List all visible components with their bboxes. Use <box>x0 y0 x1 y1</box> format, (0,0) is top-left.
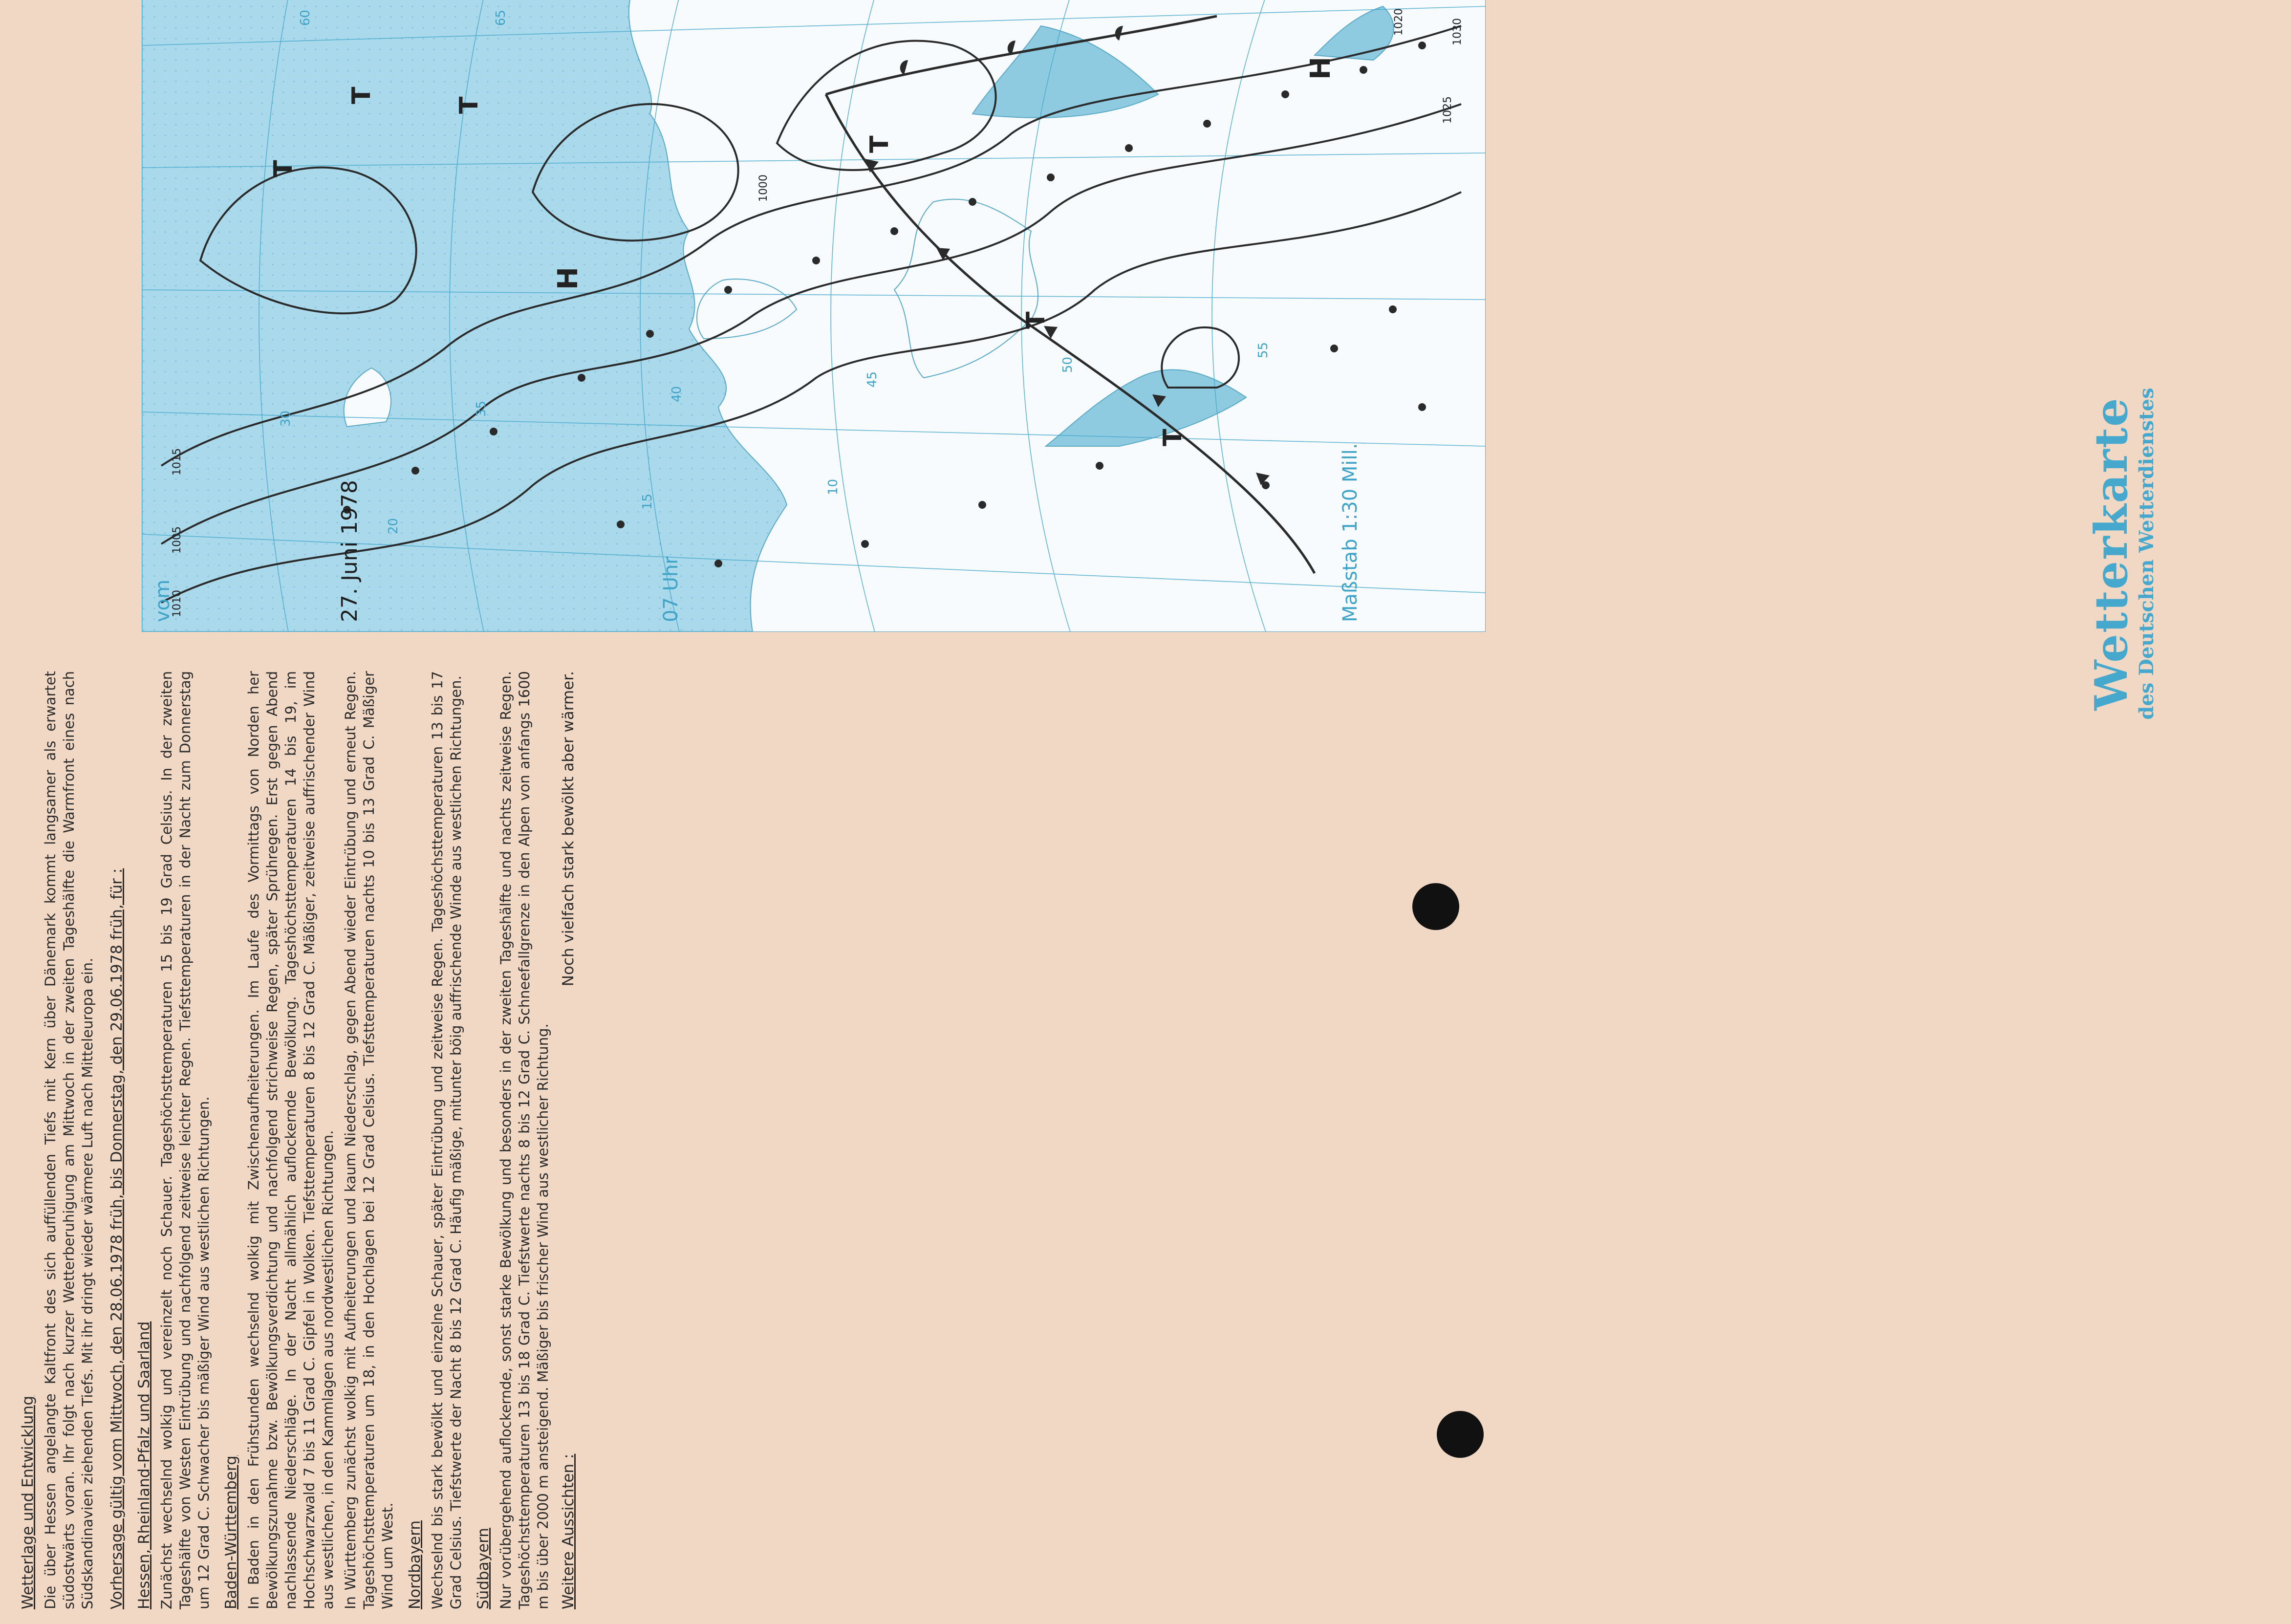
isobar-label: 1020 <box>1393 8 1405 36</box>
region-title-suedbayern: Südbayern <box>475 1528 492 1609</box>
map-time: 07 Uhr <box>660 556 682 622</box>
isobar-label: 1010 <box>171 590 183 617</box>
punch-hole <box>1412 883 1459 930</box>
map-subtitle: des Deutschen Wetterdienstes <box>2135 388 2158 720</box>
isobar-label: 1005 <box>171 526 183 554</box>
isobar-label: 1025 <box>1442 96 1454 124</box>
forecast-validity: Vorhersage gültig vom Mittwoch, den 28.06.1978 früh, bis Donnerstag, den 29.06.1978 früh, für : <box>108 868 126 1609</box>
region-body-nordbayern: Wechselnd bis stark bewölkt und einzelne Schauer, später Eintrübung und zeitweise Regen. Tageshöchsttemperaturen 13 bis 17 Grad Celsius. Tiefstwerte der Nacht 8 bis 12 Grad C. Häufig mäßige, mitunter böig auffrischende Winde aus westlichen Richtungen. <box>429 671 464 1609</box>
outlook-text: Noch vielfach stark bewölkt aber wärmer. <box>560 671 577 987</box>
region-body-hessen: Zunächst wechselnd wolkig und vereinzelt noch Schauer. Tageshöchsttemperaturen 15 bis 19 Grad Celsius. In der zweiten Tageshälfte von Westen Eintrübung und nachfolgend zeitweise leichter Regen. Tiefsttemperaturen in der Nacht zum Donnerstag um 12 Grad C. Schwacher bis mäßiger Wind aus westlichen Richtungen. <box>158 671 212 1609</box>
grid-label: 40 <box>670 386 684 402</box>
high-pressure-center: H <box>1305 57 1337 80</box>
isobar-label: 1030 <box>1451 18 1464 45</box>
outlook-label: Weitere Aussichten : <box>560 1453 577 1609</box>
low-pressure-center: T <box>1021 311 1051 329</box>
low-pressure-center: T <box>454 96 484 114</box>
region-body-baden: In Baden in den Frühstunden wechselnd wolkig mit Zwischenaufheiterungen. Im Laufe des Vormittags von Norden her Bewölkungszunahme bzw. Bewölkungsverdichtung und nachfolgend strichweise Regen, später Sprühregen. Erst gegen Abend nachlassende Niederschläge. In der Nacht allmählich auflockernde Bewölkung. Tageshöchsttemperaturen 14 bis 19, im Hochschwarzwald 7 bis 11 Grad C. Gipfel in Wolken. Tiefsttemperaturen 8 bis 12 Grad C. Mäßiger, zeitweise auffrischender Wind aus westlichen, in den Kammlagen aus nordwestlichen Richtungen. <box>245 671 336 1609</box>
map-date: 27. Juni 1978 <box>337 480 362 622</box>
punch-hole <box>1437 1411 1484 1458</box>
low-pressure-center: T <box>269 160 298 177</box>
map-scale: Maßstab 1:30 Mill. <box>1339 443 1362 622</box>
grid-label: 30 <box>279 410 293 427</box>
low-pressure-center: T <box>347 87 376 104</box>
grid-label: 15 <box>640 493 655 510</box>
grid-label: 55 <box>1256 342 1271 358</box>
low-pressure-center: T <box>1158 429 1188 446</box>
grid-label: 45 <box>865 371 880 388</box>
region-title-hessen: Hessen, Rheinland-Pfalz und Saarland <box>135 1321 153 1609</box>
weather-map <box>142 0 1486 632</box>
grid-label: 35 <box>474 400 489 417</box>
grid-label: 50 <box>1060 356 1075 373</box>
section-body: Die über Hessen angelangte Kaltfront des sich auffüllenden Tiefs mit Kern über Dänemark kommt langsamer als erwartet südostwärts voran. Ihr folgt nach kurzer Wetterberuhigung am Mittwoch in der zweiten Tageshälfte die Warmfront eines nach Südskandinavien ziehenden Tiefs. Mit ihr dringt wieder wärmere Luft nach Mitteleuropa ein. <box>42 671 96 1609</box>
outlook <box>559 671 578 1609</box>
forecast-text <box>10 671 578 1609</box>
region-body-suedbayern: Nur vorübergehend auflockernde, sonst starke Bewölkung und besonders in der zweiten Tageshälfte und nachts zeitweise Regen. Tageshöchsttemperaturen 13 bis 18 Grad C. Tiefstwerte nachts 8 bis 12 Grad C. Schneefallgrenze in den Alpen von anfangs 1600 m bis über 2000 m ansteigend. Mäßiger bis frischer Wind aus westlicher Richtung. <box>497 671 551 1609</box>
grid-label: 10 <box>826 478 841 495</box>
map-title-block <box>2087 383 2158 725</box>
grid-label: 65 <box>494 9 508 26</box>
region-title-bawue: Baden-Württemberg <box>222 1455 240 1609</box>
region-title-nordbayern: Nordbayern <box>406 1520 424 1609</box>
grid-label: 20 <box>386 518 401 534</box>
low-pressure-center: T <box>865 135 894 153</box>
grid-label: 60 <box>298 9 313 26</box>
map-date-prefix: vom <box>151 579 174 622</box>
high-pressure-center: H <box>552 267 584 290</box>
region-body-wuerttemberg: In Württemberg zunächst wolkig mit Aufheiterungen und kaum Niederschlag, gegen Abend wieder Eintrübung und erneut Regen. Tageshöchsttemperaturen um 18, in den Hochlagen bei 12 Grad Celsius. Tiefsttemperaturen nachts 10 bis 13 Grad C. Mäßiger Wind um West. <box>342 671 396 1609</box>
isobar-label: 1000 <box>757 174 770 202</box>
section-title: Wetterlage und Entwicklung <box>19 1395 37 1609</box>
map-title: Wetterkarte <box>2085 397 2138 711</box>
isobar-label: 1015 <box>171 448 183 476</box>
